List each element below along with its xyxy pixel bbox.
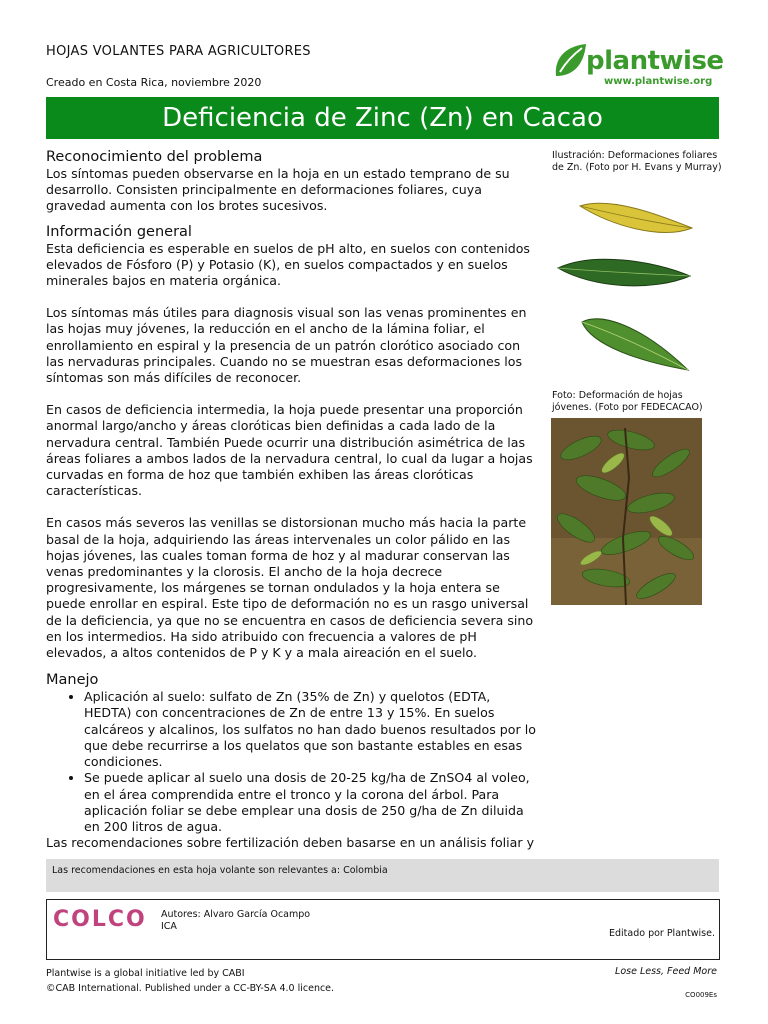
relevance-text: Las recomendaciones en esta hoja volante son relevantes a: Colombia [52,865,388,876]
authors-info [161,909,310,933]
main-content [46,148,538,851]
edited-by: Editado por Plantwise. [608,928,715,939]
curled-leaf-icon [582,319,688,370]
manejo-list [46,689,538,835]
paragraph: Los síntomas más útiles para diagnosis visual son las venas prominentes en las hojas muy jóvenes, la reducción en el ancho de la lámina foliar, el enrollamiento en espiral y la presencia de un patrón clorótico asociado con las nervaduras principales. Cuando no se muestran esas deformaciones los síntomas son más difíciles de reconocer. [46,305,527,386]
closing-text: Las recomendaciones sobre fertilización deben basarse en un análisis foliar y [46,835,535,851]
authors-org: ICA [161,921,177,932]
leaf-illustration [552,196,702,382]
heading-reconocimiento: Reconocimiento del problema [46,149,263,165]
logo-text: plantwise [586,46,724,76]
footer-left [46,966,334,996]
heading-informacion: Información general [46,223,192,240]
list-item: • Aplicación al suelo: sulfato de Zn (35% de Zn) y quelotos (EDTA, HEDTA) con concentraciones de Zn de entre 13 y 15%. En suelos calcáreos y alcalinos, los sulfatos no han dado buenos resultados por lo que debe recurrirse a los quelatos que son bastante estables en esas condiciones. [84,689,538,770]
leaf-logo-icon [552,42,588,82]
series-label: HOJAS VOLANTES PARA AGRICULTORES [46,44,311,59]
illustration-caption: Ilustración: Deformaciones foliares de Zn. (Foto por H. Evans y Murray) [552,150,722,173]
paragraph: En casos más severos las venillas se distorsionan mucho más hacia la parte basal de la hoja, adquiriendo las áreas intervenales un color pálido en las hojas jóvenes, las cuales toman forma de hoz y al madurar conservan las venas predominantes y la clorosis. El ancho de la hoja decrece progresivamente, los márgenes se tornan ondulados y la hoja entera se puede enrollar en espiral. Este tipo de deformación no es un rasgo universal de la deficiencia, ya que no se encuentra en casos de deficiencia severa sino en los intermedios. Ha sido atribuido con frecuencia a valores de pH elevados, a altos contenidos de P y K y a mala aireación en el suelo. [46,515,534,661]
paragraph: En casos de deficiencia intermedia, la hoja puede presentar una proporción anormal largo/ancho y áreas cloróticas bien definidas a cada lado de la nervadura central. También Puede ocurrir una distribución asimétrica de las áreas foliares a ambos lados de la nervadura central, lo cual da lugar a hojas curvadas en forma de hoz que también exhiben las áreas cloróticas características. [46,402,533,499]
authors-line: Autores: Alvaro García Ocampo [161,909,311,920]
paragraph: Esta deficiencia es esperable en suelos de pH alto, en suelos con contenidos elevados de Fósforo (P) y Potasio (K), en suelos compactados y en suelos minerales bajos en materia orgánica. [46,240,530,289]
heading-manejo: Manejo [46,672,99,689]
authors-box [46,899,720,960]
footer-line: Plantwise is a global initiative led by CABI [46,968,245,979]
document-code: CO009Es [685,991,717,999]
page-title: Deficiencia de Zinc (Zn) en Cacao [46,97,719,139]
relevance-bar [46,859,719,892]
dark-leaf-icon [558,259,690,286]
cacao-plant-photo [551,418,702,605]
photo-caption: Foto: Deformación de hojas jóvenes. (Foto por FEDECACAO) [552,390,703,413]
plantwise-logo[interactable] [552,42,722,90]
logo-url[interactable]: www.plantwise.org [604,76,713,87]
created-date: Creado en Costa Rica, noviembre 2020 [46,76,262,89]
list-item: • Se puede aplicar al suelo una dosis de 20-25 kg/ha de ZnSO4 al voleo, en el área comprendida entre el tronco y la corona del árbol. Para aplicación foliar se debe emplear una dosis de 250 g/ha de Zn diluida en 200 litros de agua. [84,770,538,835]
colco-logo: COLCO [53,907,147,932]
text-reconocimiento: Los síntomas pueden observarse en la hoja en un estado temprano de su desarrollo. Consisten principalmente en deformaciones foliares, cuya gravedad aumenta con los brotes sucesivos. [46,166,510,214]
footer-tagline: Lose Less, Feed More [615,966,717,977]
footer-line: ©CAB International. Published under a CC-BY-SA 4.0 licence. [46,983,335,994]
yellow-leaf-icon [580,203,692,232]
